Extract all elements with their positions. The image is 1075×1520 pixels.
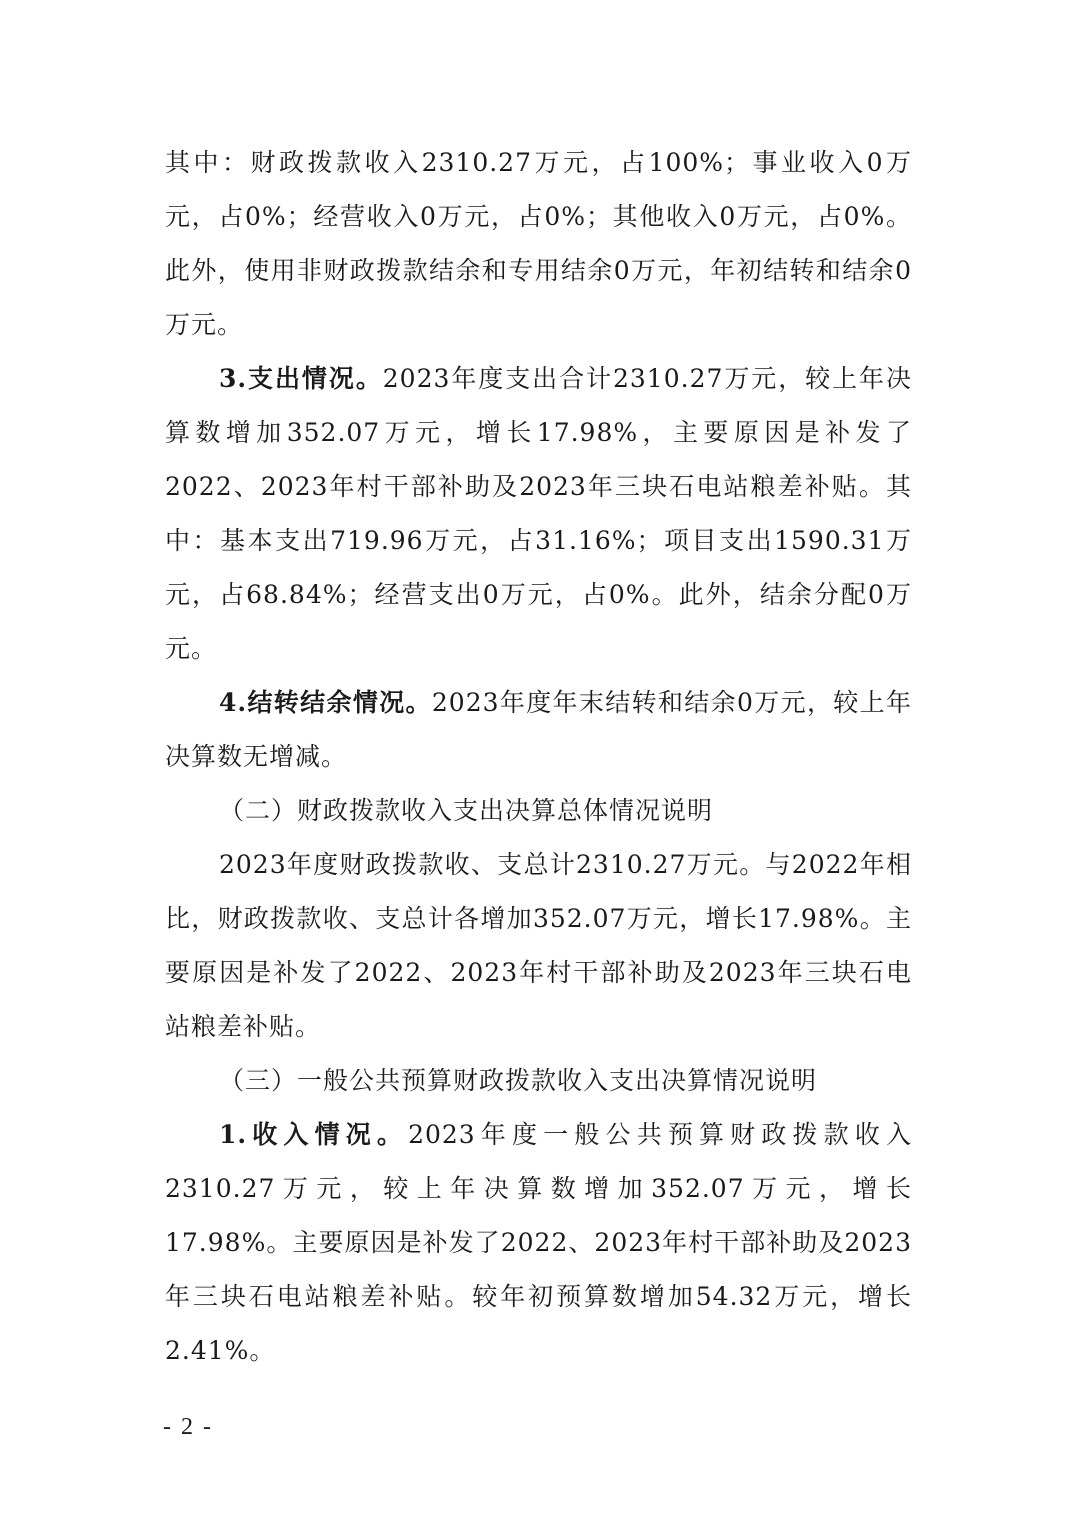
page-number: - 2 - xyxy=(163,1414,213,1440)
paragraph-text: 2023年度年末结转和结余0万元，较上年决算数无增减。 xyxy=(165,688,912,771)
section-heading-fiscal-overview: （二）财政拨款收入支出决算总体情况说明 xyxy=(219,796,714,825)
paragraph-fiscal-overview xyxy=(165,838,912,1054)
section-lead-carryover: 4.结转结余情况。 xyxy=(219,688,432,717)
paragraph-text: 2023年度一般公共预算财政拨款收入2310.27万元，较上年决算数增加352.07万元，增长17.98%。主要原因是补发了2022、2023年村干部补助及2023年三块石电站粮差补贴。较年初预算数增加54.32万元，增长2.41%。 xyxy=(165,1120,913,1365)
paragraph-carryover xyxy=(165,676,912,784)
paragraph-text: 2023年度财政拨款收、支总计2310.27万元。与2022年相比，财政拨款收、支总计各增加352.07万元，增长17.98%。主要原因是补发了2022、2023年村干部补助及2023年三块石电站粮差补贴。 xyxy=(165,850,912,1041)
paragraph-expenditure xyxy=(165,352,912,676)
section-lead-expenditure: 3.支出情况。 xyxy=(219,364,383,393)
paragraph-general-budget-income xyxy=(165,1108,912,1378)
section-lead-income: 1.收入情况。 xyxy=(219,1120,409,1149)
section-heading-general-budget: （三）一般公共预算财政拨款收入支出决算情况说明 xyxy=(219,1066,818,1095)
paragraph-text: 2023年度支出合计2310.27万元，较上年决算数增加352.07万元，增长17.98%，主要原因是补发了2022、2023年村干部补助及2023年三块石电站粮差补贴。其中：基本支出719.96万元，占31.16%；项目支出1590.31万元，占68.84%；经营支出0万元，占0%。此外，结余分配0万元。 xyxy=(165,364,912,663)
paragraph-text: 其中：财政拨款收入2310.27万元，占100%；事业收入0万元，占0%；经营收入0万元，占0%；其他收入0万元，占0%。此外，使用非财政拨款结余和专用结余0万元，年初结转和结余0万元。 xyxy=(165,148,912,339)
paragraph-income-breakdown xyxy=(165,136,912,352)
document-body xyxy=(165,136,912,1378)
